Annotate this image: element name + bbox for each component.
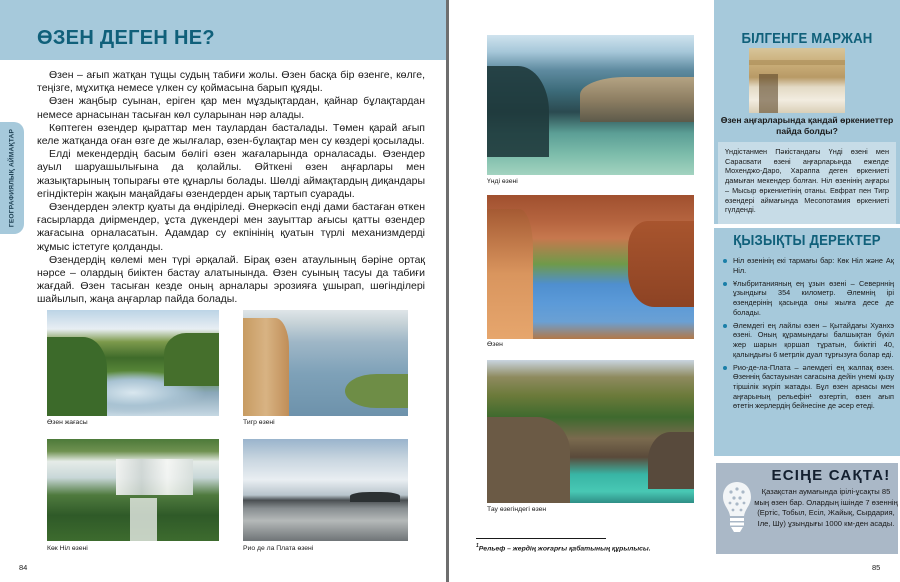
bullet-icon [723, 282, 727, 286]
footnote-text: – жердің жоғарғы қабатының құрылысы. [505, 545, 651, 553]
body-text [37, 69, 425, 307]
photo-caption: Рио де ла Плата өзені [243, 545, 314, 552]
fact-text: Ніл өзенінің екі тармағы бар: Көк Ніл және Ақ Ніл. [733, 256, 894, 275]
header-band [0, 0, 446, 60]
footnote [476, 543, 651, 552]
fact-item [722, 279, 894, 318]
side-tab-label: ГЕОГРАФИЯЛЫҚ АЙМАҚТАР [8, 128, 16, 228]
page-title: ӨЗЕН ДЕГЕН НЕ? [37, 27, 215, 49]
footnote-term: Рельеф [478, 545, 506, 553]
fact-text: Ұлыбританияның ең ұзын өзені – Северннің ұзындығы 354 километр. Әлемнің ірі өзендерінің қасында оны жылға десе де болады. [733, 278, 894, 317]
remember-text: Қазақстан аумағында ірілі-ұсақты 85 мың өзен бар. Олардың ішінде 7 өзеннің (Ертіс, Тобыл, Есіл, Жайық, Сырдария, Іле, Шу) ұзындығы 1000 км-ден асады. [754, 487, 898, 528]
fact-item [722, 363, 894, 412]
bullet-icon [723, 259, 727, 263]
did-you-know-title: БІЛГЕНГЕ МАРЖАН [741, 30, 873, 47]
photo-caption: Өзен [487, 341, 503, 348]
section-side-tab [0, 122, 24, 234]
photo-mountain-river [487, 360, 694, 503]
page-number: 85 [872, 563, 881, 572]
did-you-know-box [714, 0, 900, 456]
bullet-icon [723, 366, 727, 370]
footnote-rule [476, 538, 606, 539]
photo-canyon-river [487, 195, 694, 339]
photo-indus-river [487, 35, 694, 175]
photo-caption: Тау өзегіндегі өзен [487, 506, 547, 513]
paragraph: Өзен жаңбыр суынан, еріген қар мен мұздықтардан, қайнар бұлақтардан немесе арнасынан тасыған көл суларынан нәр алады. [37, 95, 425, 121]
fact-item [722, 321, 894, 360]
photo-river-bank [47, 310, 219, 416]
did-you-know-question: Өзен аңғарларында қандай өркениеттер пайда болды? [720, 115, 894, 136]
paragraph: Көптеген өзендер қыраттар мен таулардан басталады. Төмен қарай ағып келе жатқанда оған өзге де жылғалар, өзен-бұлақтар мен су көздері қосылады. [37, 121, 425, 148]
bullet-icon [723, 324, 727, 328]
interesting-facts-title: ҚЫЗЫҚТЫ ДЕРЕКТЕР [733, 232, 881, 249]
fact-text: Рио-де-ла-Плата – әлемдегі ең жалпақ өзен. Өзеннің бастауынан сағасына дейін үнемі қызу тіршілік жүріп жатады. Бұл өзен арнасы мен аңғарының рельефін¹ өзгертіп, өзен ағып өтетін жерлердің бейнесіне де әсер етеді. [733, 362, 894, 411]
left-page [0, 0, 446, 582]
footnote-marker: 1 [476, 543, 479, 549]
fact-item [722, 256, 894, 275]
photo-rio-de-la-plata [243, 439, 408, 541]
interesting-facts-list [722, 256, 894, 414]
photo-caption: Көк Ніл өзені [47, 545, 88, 552]
photo-caption: Өзен жағасы [47, 419, 88, 426]
lightbulb-icon [722, 480, 752, 536]
box-divider [714, 224, 900, 228]
paragraph: Өзендерден электр қуаты да өндіріледі. Өнеркәсіп енді дами бастаған өткен ғасырларда диірмендер, ұста дүкендері мен зауыттар ағысы қатты өзендер жағасына орналасатын. Адамдар су екпінінің қуатын түрлі механизмдерді жұмыс істетуге қолданды. [37, 201, 425, 253]
photo-caption: Тигр өзені [243, 419, 275, 426]
did-you-know-answer: Үндістанмен Пәкістандағы Үнді өзені мен Сарасвати өзені аңғарларында ежелде Мохенджо-Даро, Хараппа деген өркениеті дамыған мекендер болған. Ніл өзенінің аңғары – Мысыр өркениетінің отаны. Евфрат пен Тигр өзендері аймағында Месопотамия өркениеті гүлденді. [718, 142, 896, 224]
fact-text: Әлемдегі ең лайлы өзен – Қытайдағы Хуанхэ өзені. Оның құрамындағы балшықтан бүкіл жер шарын қоршап тұратын, биіктігі 40, қалыңдығы 6 метрлік дуал тұрғызуға болар еді. [733, 320, 894, 359]
remember-title: ЕСІҢЕ САҚТА! [771, 467, 891, 484]
paragraph: Өзен – ағып жатқан тұщы судың табиғи жолы. Өзен басқа бір өзенге, көлге, теңізге, мұхитқа немесе үлкен су қоймасына барып құяды. [37, 69, 425, 95]
remember-box [716, 463, 898, 554]
photo-ancient-ruins [749, 48, 845, 113]
page-number: 84 [19, 563, 28, 572]
paragraph: Өзендердің көлемі мен түрі әрқалай. Бірақ өзен атаулының бәріне ортақ нәрсе – олардың биіктен бастау алатынында. Өзен суының тасуы да табиғи жағдай. Өзен тасыған кезде оның арналары эрозияға ұшырап, шөгінділері шайылып, жаңа аңғарлар пайда болады. [37, 253, 425, 306]
paragraph: Елді мекендердің басым бөлігі өзен жағаларында орналасады. Өзендер ауыл шаруашылығына да қолайлы. Өйткені өзен аңғарлары мен жазықтарының топырағы өте құнарлы болады. Шөлді аймақтардың диқандары егіндіктерін жақын маңайдағы өзендерден арық тартып суарады. [37, 148, 425, 200]
photo-tigris-river [243, 310, 408, 416]
photo-caption: Үнді өзені [487, 178, 518, 185]
photo-blue-nile-falls [47, 439, 219, 541]
